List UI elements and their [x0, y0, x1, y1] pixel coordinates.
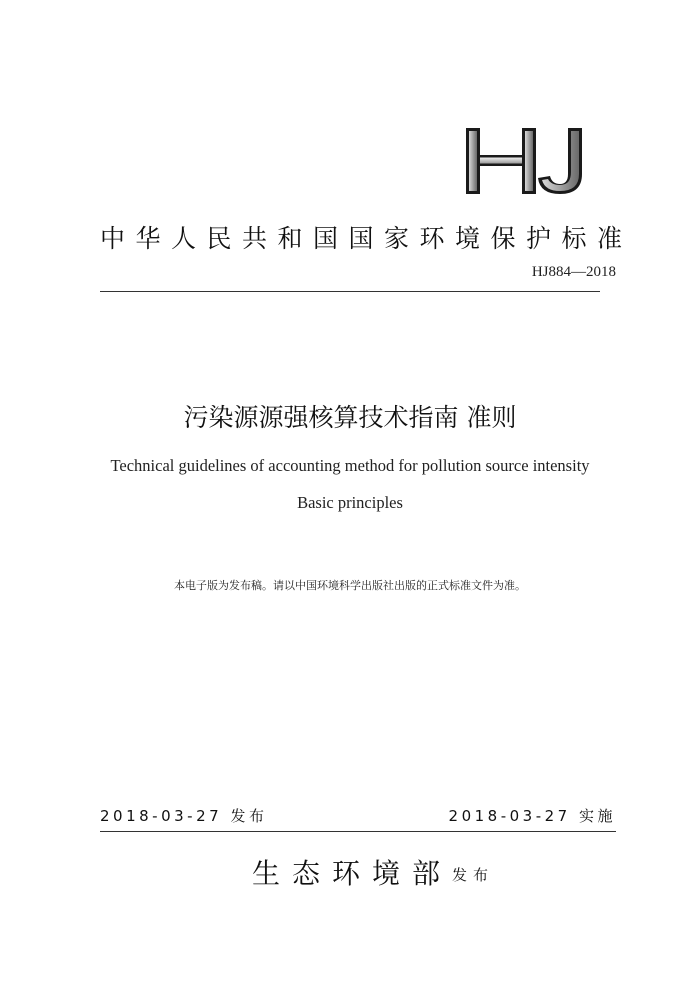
- issue-date: 2018-03-27 发布: [100, 807, 268, 825]
- standard-category: 中华人民共和国国家环境保护标准: [100, 224, 633, 253]
- publisher-label: 发布: [452, 866, 495, 884]
- hj-logo: [464, 126, 588, 196]
- publisher-name: 生态环境部: [252, 857, 453, 890]
- header-divider: [100, 291, 600, 292]
- effective-date: 2018-03-27 实施: [448, 807, 616, 825]
- document-subtitle-english: Basic principles: [297, 493, 403, 512]
- document-title-english: Technical guidelines of accounting method for pollution source intensity: [110, 456, 590, 475]
- electronic-version-notice: 本电子版为发布稿。请以中国环境科学出版社出版的正式标准文件为准。: [174, 579, 526, 592]
- logo-letter-h: [466, 128, 536, 194]
- document-title-chinese: 污染源源强核算技术指南 准则: [183, 403, 517, 432]
- standard-number: HJ884—2018: [531, 264, 616, 280]
- logo-letter-j: [538, 128, 582, 194]
- footer-divider: [100, 831, 616, 832]
